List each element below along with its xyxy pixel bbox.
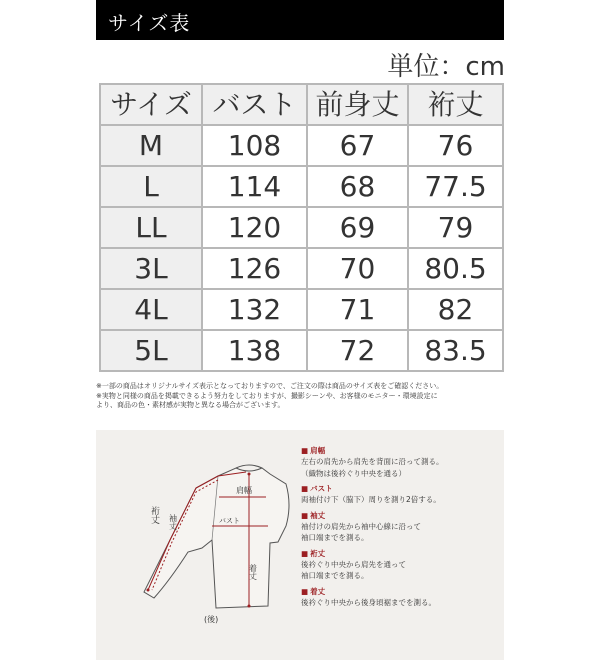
size-cell: M (100, 125, 202, 166)
measurement-item (301, 587, 501, 609)
size-cell: L (100, 166, 202, 207)
label-sleeve: 袖丈 (168, 514, 178, 530)
measurement-title: ■ 着丈 (301, 587, 501, 597)
measurement-desc: 左右の肩先から肩先を背面に沿って測る。 （織物は後衿ぐり中央を通る） (301, 457, 444, 478)
size-cell: 4L (100, 289, 202, 330)
label-length: 着丈 (248, 564, 258, 580)
table-row (100, 248, 503, 289)
bust-cell: 108 (202, 125, 307, 166)
bust-cell: 132 (202, 289, 307, 330)
label-bust: バスト (219, 517, 240, 525)
note-line: より、商品の色・素材感が実物と異なる場合がございます。 (96, 401, 285, 409)
front-length-cell: 68 (307, 166, 408, 207)
measurement-item (301, 549, 501, 582)
header-size: サイズ (100, 84, 202, 125)
measurement-desc: 後衿ぐり中央から後身頃裾までを測る。 (301, 597, 436, 607)
measurement-desc: 後衿ぐり中央から肩先を通って 袖口端までを測る。 (301, 559, 406, 580)
bust-cell: 138 (202, 330, 307, 371)
front-length-cell: 72 (307, 330, 408, 371)
header-sleeve-length: 裄丈 (408, 84, 503, 125)
measurement-item (301, 484, 501, 506)
note-line: ※実物と同様の商品を掲載できるよう努力をしておりますが、撮影シーンや、お客様のモニター・環境設定に (96, 391, 438, 400)
measurement-list (301, 446, 501, 613)
title-bar (96, 0, 504, 40)
sleeve-length-cell: 77.5 (408, 166, 503, 207)
table-row (100, 207, 503, 248)
sleeve-length-cell: 80.5 (408, 248, 503, 289)
label-back: (後) (204, 615, 219, 624)
size-cell: 5L (100, 330, 202, 371)
table-row (100, 289, 503, 330)
notes (96, 382, 506, 411)
measurement-item (301, 446, 501, 479)
measurement-title: ■ 肩幅 (301, 446, 501, 456)
page-title: サイズ表 (108, 11, 191, 35)
table-header-row (100, 84, 503, 125)
label-shoulder: 肩幅 (236, 486, 252, 495)
sleeve-length-cell: 82 (408, 289, 503, 330)
measurement-desc: 袖付けの肩先から袖中心線に沿って 袖口端までを測る。 (301, 521, 421, 542)
bust-cell: 126 (202, 248, 307, 289)
front-length-cell: 67 (307, 125, 408, 166)
size-cell: LL (100, 207, 202, 248)
sleeve-length-cell: 76 (408, 125, 503, 166)
bust-cell: 120 (202, 207, 307, 248)
bust-cell: 114 (202, 166, 307, 207)
measurement-title: ■ バスト (301, 484, 501, 494)
sleeve-length-cell: 83.5 (408, 330, 503, 371)
size-table (99, 83, 504, 372)
measurement-desc: 両袖付け下（脇下）周りを測り2倍する。 (301, 495, 441, 504)
table-row (100, 330, 503, 371)
table-row (100, 166, 503, 207)
label-sleeve-length: 裄丈 (149, 506, 159, 524)
unit-label: 単位：cm (387, 52, 505, 82)
note-line: ※一部の商品はオリジナルサイズ表示となっておりますので、ご注文の際は商品のサイズ表をご確認ください。 (96, 382, 444, 390)
measurement-title: ■ 袖丈 (301, 511, 501, 521)
header-bust: バスト (202, 84, 307, 125)
measurement-guide (96, 430, 504, 660)
measurement-title: ■ 裄丈 (301, 549, 501, 559)
sleeve-length-cell: 79 (408, 207, 503, 248)
measurement-item (301, 511, 501, 544)
header-front-length: 前身丈 (307, 84, 408, 125)
size-cell: 3L (100, 248, 202, 289)
front-length-cell: 69 (307, 207, 408, 248)
table-row (100, 125, 503, 166)
front-length-cell: 71 (307, 289, 408, 330)
front-length-cell: 70 (307, 248, 408, 289)
